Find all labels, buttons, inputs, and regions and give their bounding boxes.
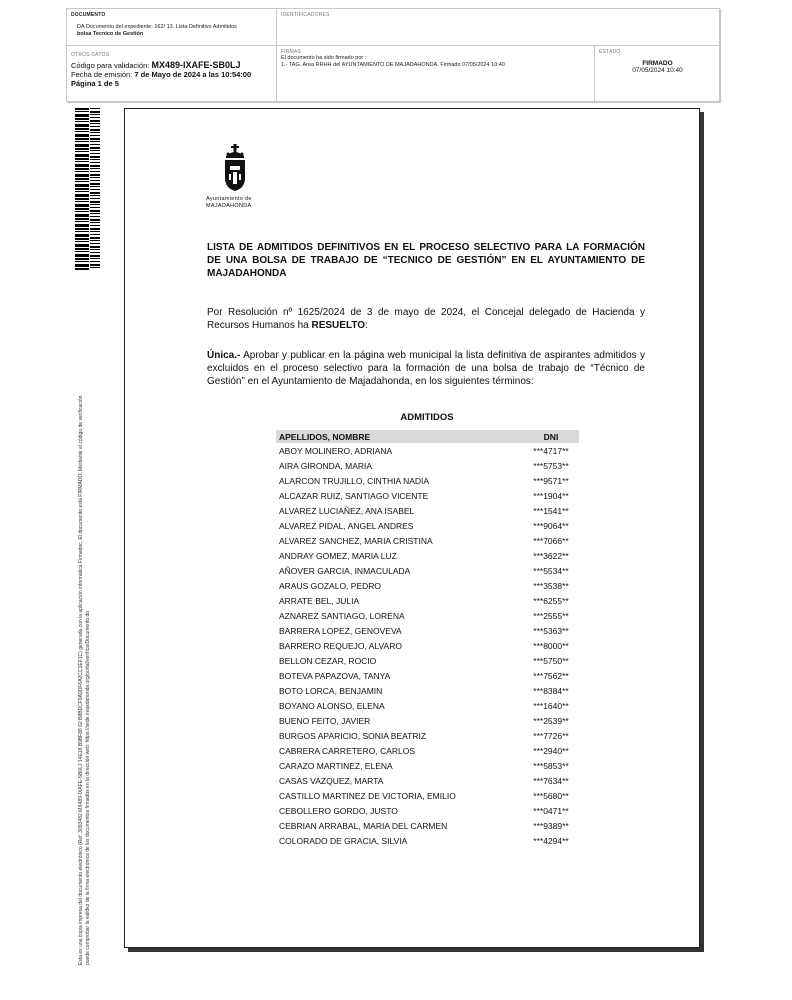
documento-value-1: DA Documento del expediente: 162/ 13. Lista Definitivo Admitidos	[77, 24, 237, 30]
table-row	[276, 593, 579, 608]
firmas-line-2: 1.- TAG. Area RRHH del AYUNTAMIENTO DE MAJADAHONDA. Firmado 07/05/2024 10:40	[281, 62, 505, 68]
document-title: LISTA DE ADMITIDOS DEFINITIVOS EN EL PROCESO SELECTIVO PARA LA FORMACIÓN DE UNA BOLSA DE TRABAJO DE “TECNICO DE GESTIÓN” EN EL AYUNTAMIENTO DE MAJADAHONDA	[207, 242, 645, 279]
applicant-dni: ***9571**	[533, 475, 569, 486]
applicant-dni: ***7726**	[533, 730, 569, 741]
table-row	[276, 818, 579, 833]
applicant-name: CEBOLLERO GORDO, JUSTO	[279, 805, 398, 816]
pagina-indicator: Página 1 de 5	[71, 79, 119, 88]
table-row	[276, 698, 579, 713]
applicant-name: CABRERA CARRETERO, CARLOS	[279, 745, 416, 756]
applicant-name: ARAUS GOZALO, PEDRO	[279, 580, 382, 591]
unica-paragraph	[207, 349, 645, 388]
table-row	[276, 548, 579, 563]
firmas-caption: FIRMAS	[281, 49, 302, 55]
firmas-line-1: El documento ha sido firmado por :	[281, 55, 367, 61]
applicant-name: BOYANO ALONSO, ELENA	[279, 700, 385, 711]
table-row	[276, 683, 579, 698]
resolution-paragraph	[207, 306, 645, 332]
applicant-name: AIRA GIRONDA, MARIA	[279, 460, 373, 471]
table-row	[276, 623, 579, 638]
table-row	[276, 503, 579, 518]
applicant-name: ANDRAY GOMEZ, MARIA LUZ	[279, 550, 397, 561]
side-text-line-2: puede comprobar la validez de la firma electrónica de los documentos firmados en la dirección web: https://sede.majadahonda.org/portal/verificarDocumento.do	[85, 610, 91, 965]
applicant-dni: ***1904**	[533, 490, 569, 501]
firmas-cell	[277, 46, 595, 103]
documento-caption: DOCUMENTO	[71, 12, 106, 18]
admitidos-table	[276, 430, 579, 848]
applicant-name: BOTO LORCA, BENJAMIN	[279, 685, 383, 696]
applicant-dni: ***0471**	[533, 805, 569, 816]
applicant-name: CASTILLO MARTINEZ DE VICTORIA, EMILIO	[279, 790, 456, 801]
applicant-dni: ***4294**	[533, 835, 569, 846]
otros-datos-caption: OTROS DATOS	[71, 52, 110, 58]
applicant-name: ALVAREZ SANCHEZ, MARIA CRISTINA	[279, 535, 433, 546]
resolution-text: Por Resolución nº 1625/2024 de 3 de mayo de 2024, el Concejal delegado de Hacienda y Recursos Humanos ha	[207, 307, 645, 331]
table-row	[276, 653, 579, 668]
table-row	[276, 518, 579, 533]
col-header-dni: DNI	[523, 430, 579, 443]
col-header-name: APELLIDOS, NOMBRE	[276, 430, 523, 443]
table-row	[276, 728, 579, 743]
table-row	[276, 488, 579, 503]
admitidos-title: ADMITIDOS	[400, 412, 454, 423]
applicant-dni: ***3538**	[533, 580, 569, 591]
applicant-name: CEBRIAN ARRABAL, MARIA DEL CARMEN	[279, 820, 448, 831]
applicant-name: ALVAREZ PIDAL, ANGEL ANDRES	[279, 520, 414, 531]
table-row	[276, 773, 579, 788]
identificadores-cell	[277, 9, 721, 46]
coat-of-arms-icon	[220, 144, 250, 192]
applicant-dni: ***8384**	[533, 685, 569, 696]
applicant-dni: ***2539**	[533, 715, 569, 726]
applicant-name: CASAS VAZQUEZ, MARTA	[279, 775, 384, 786]
table-row	[276, 758, 579, 773]
identificadores-caption: IDENTIFICADORES	[281, 12, 330, 18]
applicant-dni: ***3622**	[533, 550, 569, 561]
applicant-name: BOTEVA PAPAZOVA, TANYA	[279, 670, 391, 681]
applicant-name: CARAZO MARTINEZ, ELENA	[279, 760, 393, 771]
applicant-name: BELLON CEZAR, ROCIO	[279, 655, 377, 666]
applicant-dni: ***5534**	[533, 565, 569, 576]
applicant-name: ALCAZAR RUIZ, SANTIAGO VICENTE	[279, 490, 429, 501]
unica-label: Única.-	[207, 350, 241, 361]
table-body	[276, 443, 579, 848]
applicant-dni: ***7066**	[533, 535, 569, 546]
estado-date: 07/05/2024 10:40	[632, 67, 683, 74]
table-row	[276, 608, 579, 623]
table-row	[276, 638, 579, 653]
table-row	[276, 788, 579, 803]
table-row	[276, 743, 579, 758]
applicant-dni: ***1541**	[533, 505, 569, 516]
applicant-dni: ***9064**	[533, 520, 569, 531]
barcode	[75, 108, 89, 270]
table-row	[276, 443, 579, 458]
ayuntamiento-logo	[200, 144, 270, 210]
estado-cell	[595, 46, 721, 103]
applicant-dni: ***2555**	[533, 610, 569, 621]
table-row	[276, 668, 579, 683]
applicant-dni: ***7562**	[533, 670, 569, 681]
estado-caption: ESTADO	[599, 49, 621, 55]
applicant-dni: ***5753**	[533, 460, 569, 471]
logo-line-1: Ayuntamiento de	[206, 196, 252, 202]
applicant-dni: ***4717**	[533, 445, 569, 456]
codigo-validacion: MX489-IXAFE-SB0LJ	[151, 60, 241, 70]
applicant-dni: ***5363**	[533, 625, 569, 636]
applicant-dni: ***5853**	[533, 760, 569, 771]
applicant-dni: ***6255**	[533, 595, 569, 606]
codigo-label: Código para validación:	[71, 61, 150, 70]
barcode-secondary	[90, 108, 100, 270]
table-row	[276, 833, 579, 848]
estado-value: FIRMADO	[642, 60, 673, 67]
applicant-name: ALVAREZ LUCIAÑEZ, ANA ISABEL	[279, 505, 415, 516]
applicant-name: BUENO FEITO, JAVIER	[279, 715, 371, 726]
applicant-dni: ***8000**	[533, 640, 569, 651]
table-header-row	[276, 430, 579, 443]
applicant-name: COLORADO DE GRACIA, SILVIA	[279, 835, 408, 846]
applicant-name: ABOY MOLINERO, ADRIANA	[279, 445, 393, 456]
document-metadata-header	[66, 8, 720, 102]
table-row	[276, 458, 579, 473]
applicant-dni: ***5750**	[533, 655, 569, 666]
applicant-name: BARRERO REQUEJO, ALVARO	[279, 640, 402, 651]
applicant-name: ARRATE BEL, JULIA	[279, 595, 360, 606]
documento-cell	[67, 9, 277, 46]
fecha-label: Fecha de emisión:	[71, 70, 133, 79]
table-row	[276, 563, 579, 578]
table-row	[276, 713, 579, 728]
resuelto-label: RESUELTO	[311, 320, 366, 331]
applicant-dni: ***7634**	[533, 775, 569, 786]
table-row	[276, 533, 579, 548]
applicant-dni: ***2940**	[533, 745, 569, 756]
verification-side-text	[78, 275, 92, 965]
table-row	[276, 803, 579, 818]
applicant-name: AÑOVER GARCIA, INMACULADA	[279, 565, 411, 576]
applicant-dni: ***5680**	[533, 790, 569, 801]
otros-datos-cell	[67, 46, 277, 103]
applicant-name: BARRERA LOPEZ, GENOVEVA	[279, 625, 402, 636]
documento-value-2: bolsa Tecnico de Gestión	[77, 31, 144, 37]
applicant-name: BURGOS APARICIO, SONIA BEATRIZ	[279, 730, 427, 741]
applicant-dni: ***9389**	[533, 820, 569, 831]
resolution-tail: :	[365, 320, 368, 331]
side-text-line-1: Esta es una copia impresa del documento electrónico (Ref: 3093482 MX489-IXAFE-SB0LJ 14E18 B9BF88 62 B8BDCF9A9DF6A2CC1EF1C) generada con la aplicación informática Firmadoc. El documento está FIRMADO. Mediante el código de verificación	[78, 395, 84, 965]
fecha-emision: 7 de Mayo de 2024 a las 10:54:00	[134, 70, 252, 79]
applicant-name: AZNAREZ SANTIAGO, LORENA	[279, 610, 405, 621]
unica-text: Aprobar y publicar en la página web municipal la lista definitiva de aspirantes admitidos y excluidos en el proceso selectivo para la formación de una bolsa de trabajo de “Técnico de Gestión” en el Ayuntamiento de Majadahonda, en los siguientes términos:	[207, 350, 645, 387]
table-row	[276, 473, 579, 488]
logo-line-2: MAJADAHONDA	[206, 203, 252, 209]
applicant-name: ALARCON TRUJILLO, CINTHIA NADIA	[279, 475, 430, 486]
table-row	[276, 578, 579, 593]
applicant-dni: ***1640**	[533, 700, 569, 711]
